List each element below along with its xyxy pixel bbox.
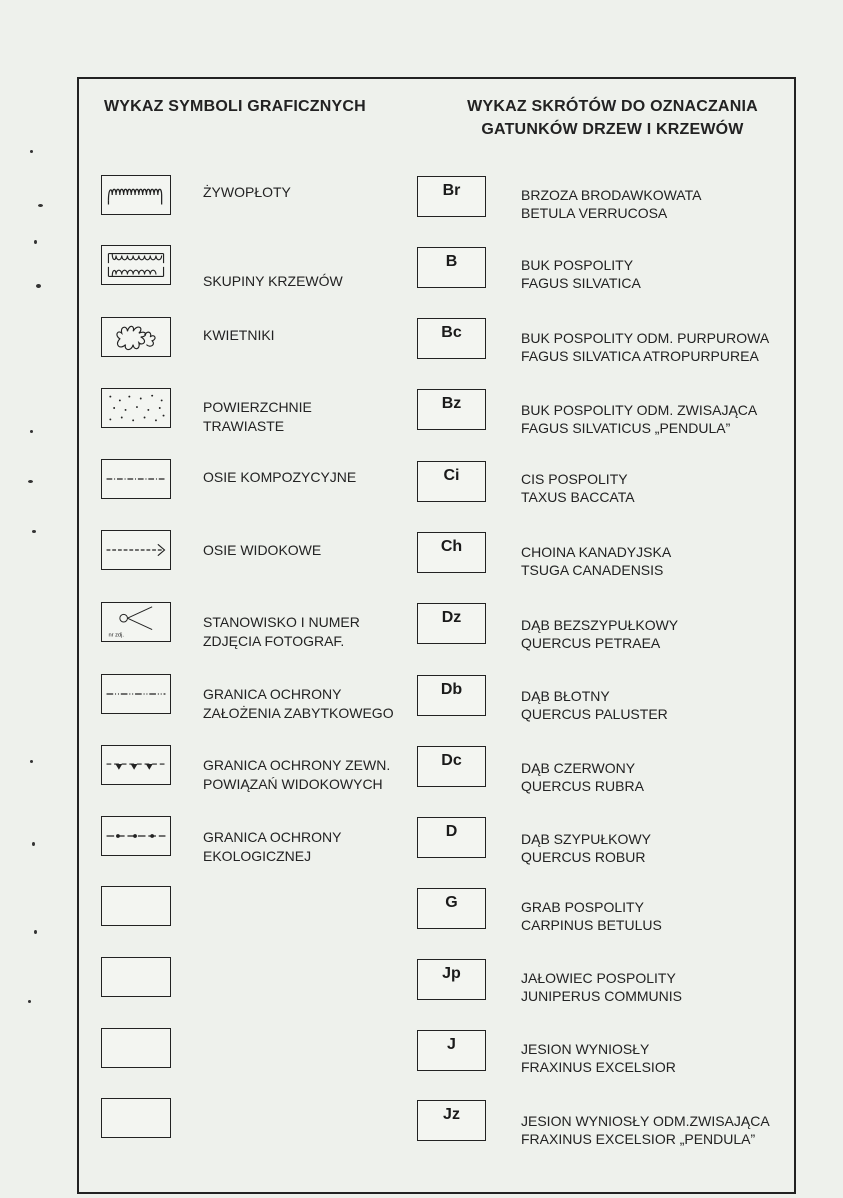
- abbreviations-heading-line2: GATUNKÓW DRZEW I KRZEWÓW: [481, 121, 744, 138]
- species-code: G: [417, 888, 486, 929]
- scan-speck: [28, 480, 33, 483]
- empty-symbol-box: [101, 1098, 171, 1138]
- species-code: D: [417, 817, 486, 858]
- symbol-label: GRANICA OCHRONY ZAŁOŻENIA ZABYTKOWEGO: [203, 686, 394, 721]
- species-code: Ch: [417, 532, 486, 573]
- species-name: CIS POSPOLITY TAXUS BACCATA: [521, 471, 635, 505]
- species-name: DĄB BEZSZYPUŁKOWY QUERCUS PETRAEA: [521, 617, 679, 651]
- composition-axis-icon: [101, 459, 171, 499]
- svg-text:nr zdj.: nr zdj.: [108, 632, 124, 639]
- species-name: BUK POSPOLITY ODM. ZWISAJĄCA FAGUS SILVATICUS „PENDULA”: [521, 402, 758, 436]
- view-axis-arrow-icon: [101, 530, 171, 570]
- species-code: Dc: [417, 746, 486, 787]
- symbol-label: OSIE KOMPOZYCYJNE: [203, 469, 357, 485]
- scan-speck: [30, 150, 33, 153]
- scan-speck: [36, 284, 41, 288]
- scan-speck: [32, 842, 35, 846]
- empty-symbol-box: [101, 957, 171, 997]
- photo-position-icon: [101, 602, 171, 642]
- symbol-label: SKUPINY KRZEWÓW: [203, 273, 343, 289]
- flowerbed-icon: [101, 317, 171, 357]
- species-name: GRAB POSPOLITY CARPINUS BETULUS: [521, 899, 662, 933]
- shrub-group-icon: [101, 245, 171, 285]
- species-code: B: [417, 247, 486, 288]
- species-name: JAŁOWIEC POSPOLITY JUNIPERUS COMMUNIS: [521, 970, 683, 1004]
- symbols-heading: WYKAZ SYMBOLI GRAFICZNYCH: [104, 98, 366, 115]
- scan-speck: [30, 430, 33, 433]
- species-code: Ci: [417, 461, 486, 502]
- species-name: JESION WYNIOSŁY FRAXINUS EXCELSIOR: [521, 1041, 676, 1075]
- species-code: Br: [417, 176, 486, 217]
- abbreviations-heading: [430, 95, 795, 141]
- species-code: Db: [417, 675, 486, 716]
- species-code: Bc: [417, 318, 486, 359]
- symbol-label: GRANICA OCHRONY EKOLOGICZNEJ: [203, 829, 342, 864]
- species-name: DĄB SZYPUŁKOWY QUERCUS ROBUR: [521, 831, 651, 865]
- symbol-label: ŻYWOPŁOTY: [203, 184, 291, 200]
- species-name: BRZOZA BRODAWKOWATA BETULA VERRUCOSA: [521, 187, 702, 221]
- species-name: BUK POSPOLITY FAGUS SILVATICA: [521, 257, 641, 291]
- scan-speck: [32, 530, 36, 533]
- symbol-label: GRANICA OCHRONY ZEWN. POWIĄZAŃ WIDOKOWYCH: [203, 757, 391, 792]
- species-code: Bz: [417, 389, 486, 430]
- species-code: Jz: [417, 1100, 486, 1141]
- ecological-boundary-icon: [101, 816, 171, 856]
- scan-speck: [38, 204, 43, 207]
- species-code: J: [417, 1030, 486, 1071]
- protection-boundary-icon: [101, 674, 171, 714]
- view-protection-boundary-icon: [101, 745, 171, 785]
- scan-speck: [28, 1000, 31, 1003]
- species-name: DĄB BŁOTNY QUERCUS PALUSTER: [521, 688, 668, 722]
- species-code: Jp: [417, 959, 486, 1000]
- empty-symbol-box: [101, 1028, 171, 1068]
- hedge-icon: [101, 175, 171, 215]
- symbol-label: KWIETNIKI: [203, 327, 275, 343]
- species-code: Dz: [417, 603, 486, 644]
- symbol-label: OSIE WIDOKOWE: [203, 542, 322, 558]
- symbol-label: STANOWISKO I NUMER ZDJĘCIA FOTOGRAF.: [203, 614, 360, 649]
- symbol-label: POWIERZCHNIE TRAWIASTE: [203, 399, 312, 434]
- scan-speck: [34, 930, 37, 934]
- abbreviations-heading-line1: WYKAZ SKRÓTÓW DO OZNACZANIA: [467, 98, 758, 115]
- grass-area-icon: [101, 388, 171, 428]
- species-name: CHOINA KANADYJSKA TSUGA CANADENSIS: [521, 544, 672, 578]
- species-name: DĄB CZERWONY QUERCUS RUBRA: [521, 760, 644, 794]
- species-name: JESION WYNIOSŁY ODM.ZWISAJĄCA FRAXINUS EXCELSIOR „PENDULA”: [521, 1113, 770, 1147]
- empty-symbol-box: [101, 886, 171, 926]
- scan-speck: [30, 760, 33, 763]
- species-name: BUK POSPOLITY ODM. PURPUROWA FAGUS SILVATICA ATROPURPUREA: [521, 330, 770, 364]
- scan-speck: [34, 240, 37, 244]
